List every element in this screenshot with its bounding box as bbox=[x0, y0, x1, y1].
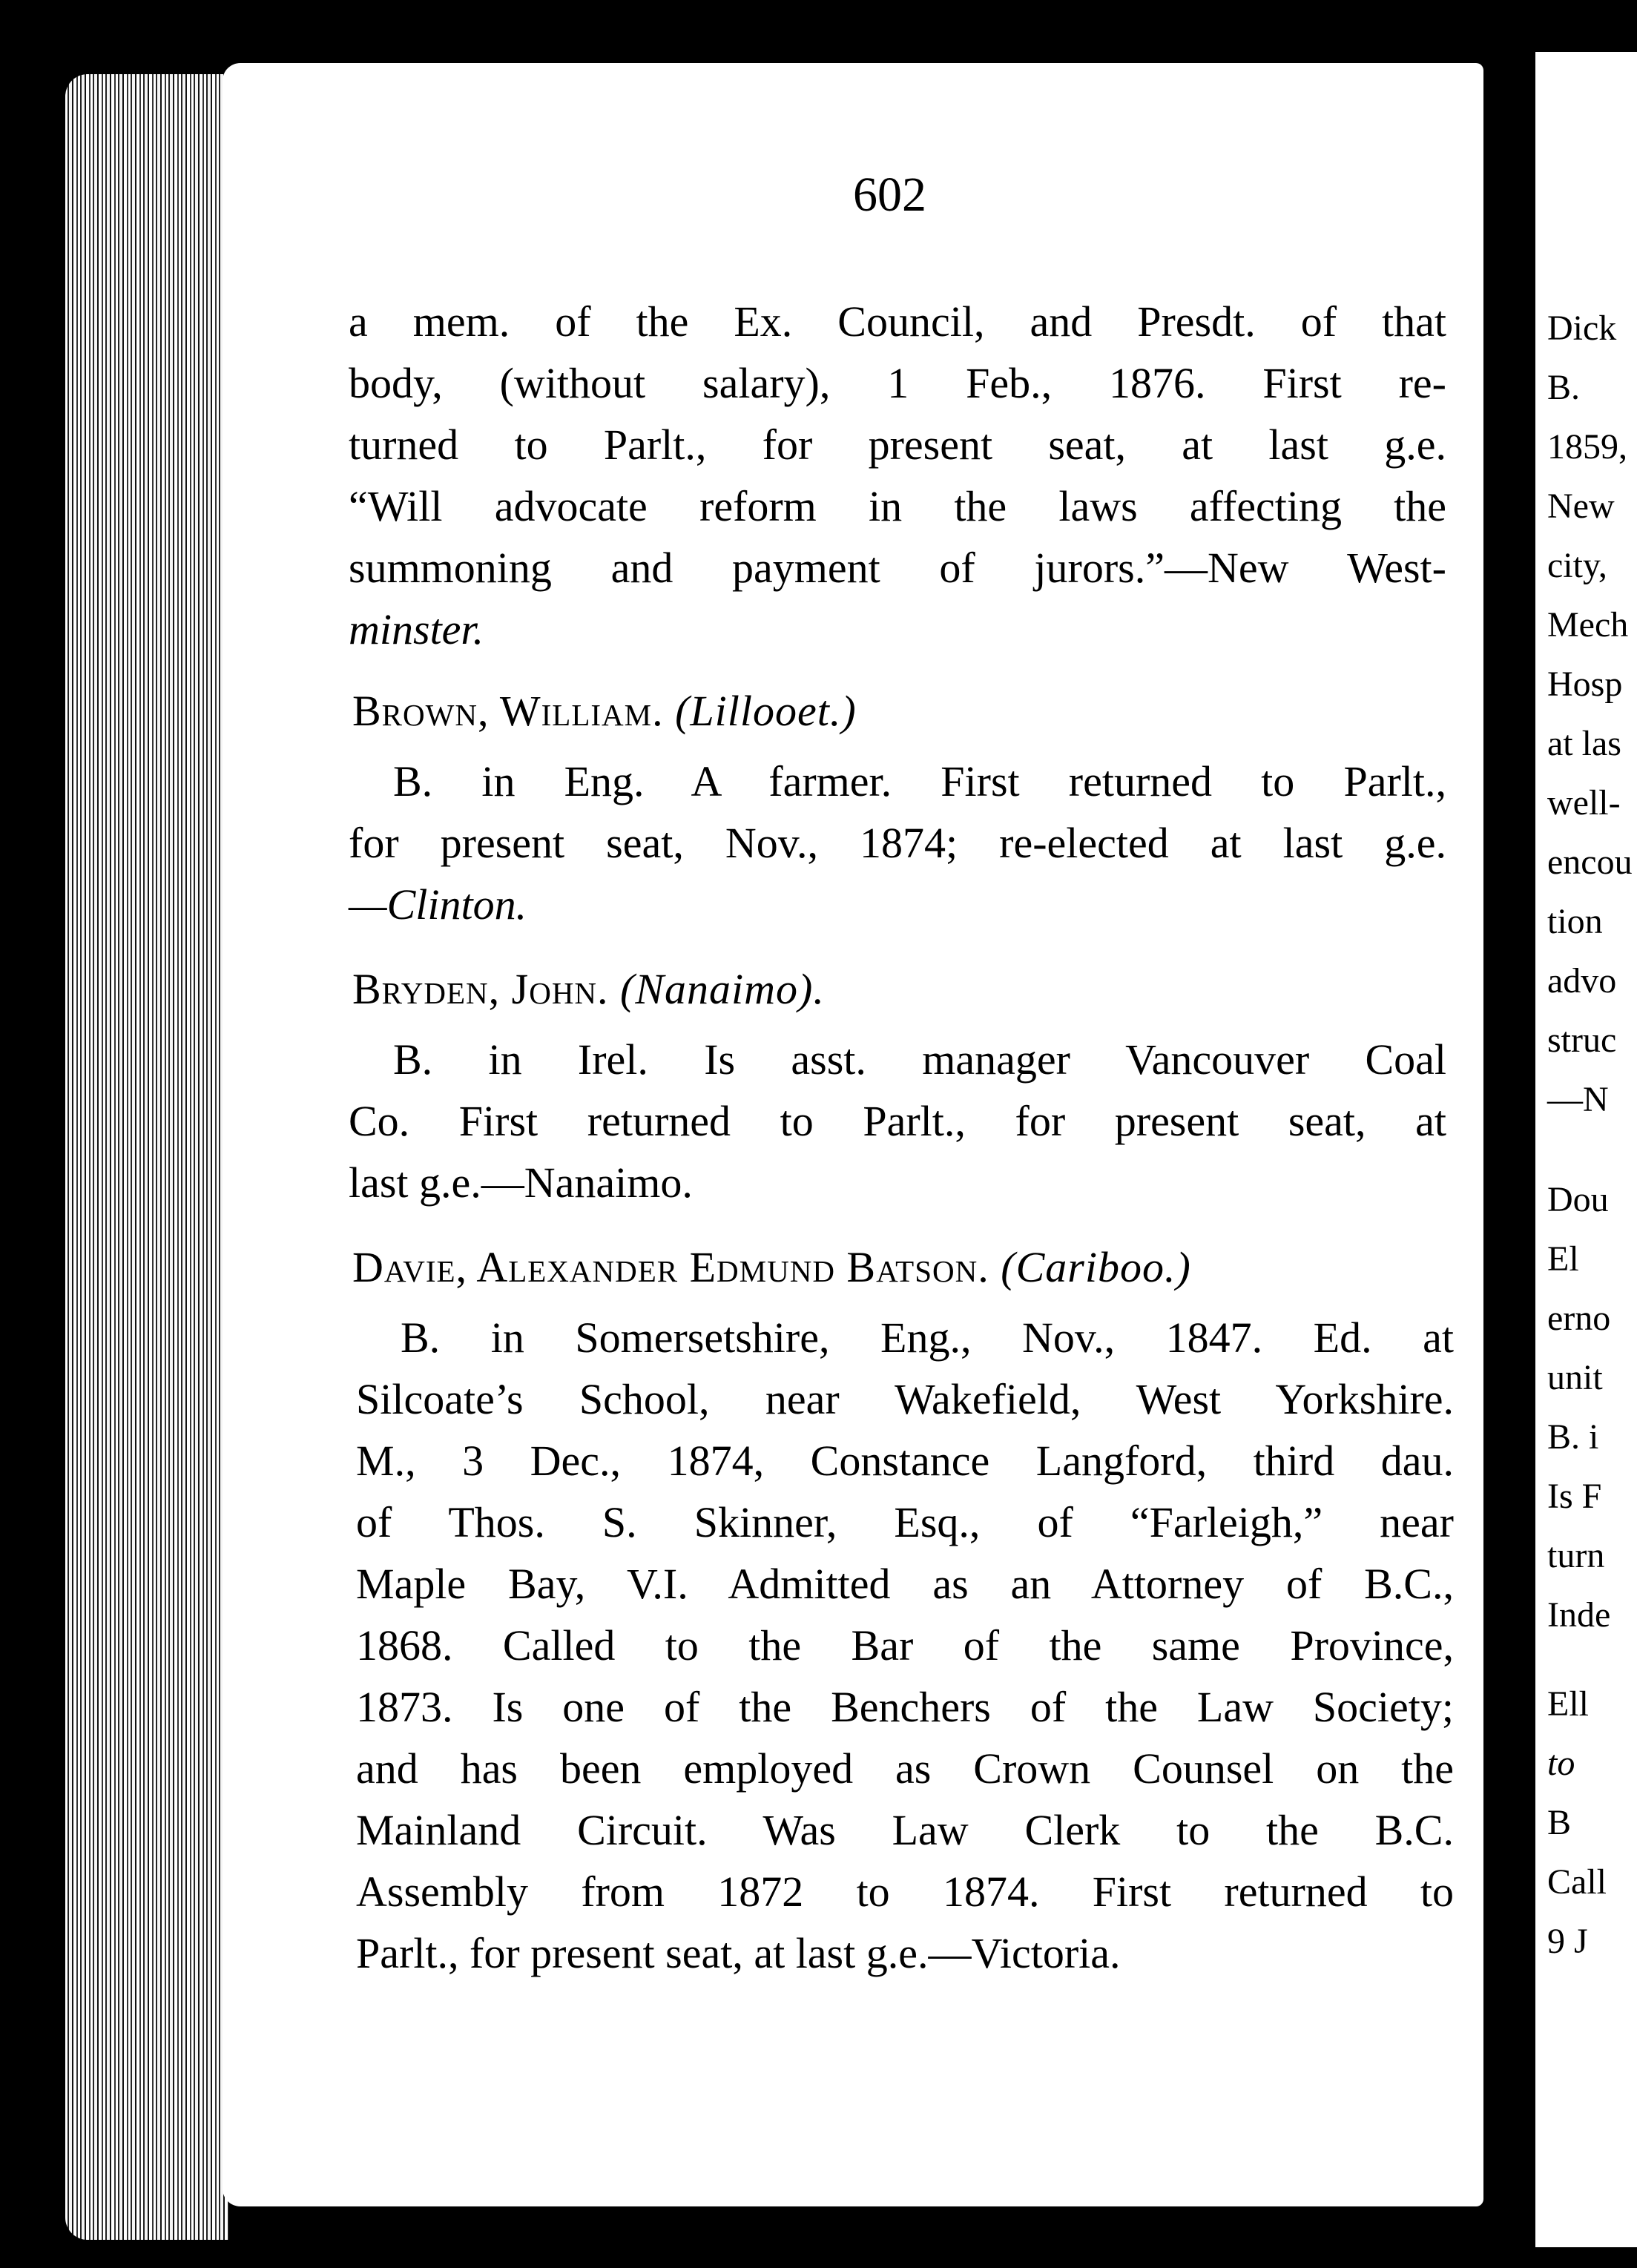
fragment-text: city, bbox=[1547, 546, 1607, 585]
fragment-text: Dou bbox=[1547, 1180, 1609, 1219]
fragment-text: Call bbox=[1547, 1862, 1607, 1902]
text-line: minster. bbox=[349, 605, 484, 653]
fragment-text: unit bbox=[1547, 1358, 1603, 1397]
fragment-text: Dick bbox=[1547, 309, 1617, 348]
fragment-text: 9 J bbox=[1547, 1922, 1588, 1961]
entry-heading-brown bbox=[352, 686, 857, 736]
fragment-text: B. i bbox=[1547, 1417, 1599, 1457]
text-line: Co. First returned to Parlt., for present seat, at bbox=[349, 1097, 1446, 1145]
text-line: “Will advocate reform in the laws affecting the bbox=[349, 482, 1446, 530]
book-page-right-fragment bbox=[1535, 52, 1637, 2247]
text-line: Silcoate’s School, near Wakefield, West Yorkshire. bbox=[356, 1375, 1454, 1423]
entry-name: Brown, William. bbox=[352, 687, 664, 735]
text-line: body, (without salary), 1 Feb., 1876. First re- bbox=[349, 359, 1446, 407]
fragment-text: Mech bbox=[1547, 605, 1629, 645]
text-line: —Clinton. bbox=[349, 880, 527, 929]
entry-place: (Lillooet.) bbox=[675, 687, 857, 735]
fragment-text: turn bbox=[1547, 1536, 1605, 1575]
text-line: 1868. Called to the Bar of the same Province, bbox=[356, 1621, 1454, 1669]
fragment-text: Hosp bbox=[1547, 665, 1623, 704]
text-line: 1873. Is one of the Benchers of the Law Society; bbox=[356, 1683, 1454, 1731]
fragment-text: El bbox=[1547, 1239, 1579, 1279]
text-line: of Thos. S. Skinner, Esq., of “Farleigh,” near bbox=[356, 1498, 1454, 1546]
page-number: 602 bbox=[853, 168, 926, 222]
fragment-text: encou bbox=[1547, 843, 1633, 882]
fragment-text: Is F bbox=[1547, 1477, 1602, 1516]
fragment-text: erno bbox=[1547, 1299, 1611, 1338]
text-line: turned to Parlt., for present seat, at last g.e. bbox=[349, 421, 1446, 469]
text-line: Assembly from 1872 to 1874. First returned to bbox=[356, 1868, 1454, 1916]
gutter-shadow bbox=[1522, 52, 1535, 2247]
text-line: B. in Eng. A farmer. First returned to Parlt., bbox=[393, 757, 1446, 805]
fragment-text: to bbox=[1547, 1744, 1575, 1783]
fragment-text: well- bbox=[1547, 783, 1621, 823]
entry-name: Bryden, John. bbox=[352, 965, 609, 1013]
fragment-text: tion bbox=[1547, 902, 1603, 941]
text-line: Maple Bay, V.I. Admitted as an Attorney of B.C., bbox=[356, 1560, 1454, 1608]
fragment-text: struc bbox=[1547, 1021, 1617, 1060]
fragment-text: advo bbox=[1547, 961, 1617, 1001]
fragment-text: 1859, bbox=[1547, 427, 1627, 467]
fragment-text: Ell bbox=[1547, 1684, 1589, 1724]
text-line: for present seat, Nov., 1874; re-elected at last g.e. bbox=[349, 819, 1446, 867]
fragment-text: —N bbox=[1547, 1080, 1609, 1119]
text-line: last g.e.—Nanaimo. bbox=[349, 1158, 693, 1207]
entry-place: (Nanaimo). bbox=[620, 965, 825, 1013]
text-line: M., 3 Dec., 1874, Constance Langford, third dau. bbox=[356, 1437, 1454, 1485]
entry-place: (Cariboo.) bbox=[1001, 1243, 1191, 1291]
text-line: summoning and payment of jurors.”—New West- bbox=[349, 544, 1446, 592]
fragment-text: New bbox=[1547, 487, 1615, 526]
fragment-text: at las bbox=[1547, 724, 1621, 763]
text-line: a mem. of the Ex. Council, and Presdt. of that bbox=[349, 297, 1446, 346]
text-line: Parlt., for present seat, at last g.e.—Victoria. bbox=[356, 1929, 1121, 1977]
text-line: and has been employed as Crown Counsel on the bbox=[356, 1744, 1454, 1793]
text-line: Mainland Circuit. Was Law Clerk to the B.C. bbox=[356, 1806, 1454, 1854]
entry-name: Davie, Alexander Edmund Batson. bbox=[352, 1243, 989, 1291]
fragment-text: B bbox=[1547, 1803, 1572, 1842]
fragment-text: Inde bbox=[1547, 1595, 1611, 1635]
entry-heading-bryden bbox=[352, 964, 825, 1014]
fragment-text: B. bbox=[1547, 368, 1581, 407]
text-line: B. in Somersetshire, Eng., Nov., 1847. Ed. at bbox=[401, 1313, 1454, 1362]
book-fore-edge bbox=[65, 74, 228, 2240]
text-line: B. in Irel. Is asst. manager Vancouver Coal bbox=[393, 1035, 1446, 1084]
entry-heading-davie bbox=[352, 1242, 1191, 1292]
